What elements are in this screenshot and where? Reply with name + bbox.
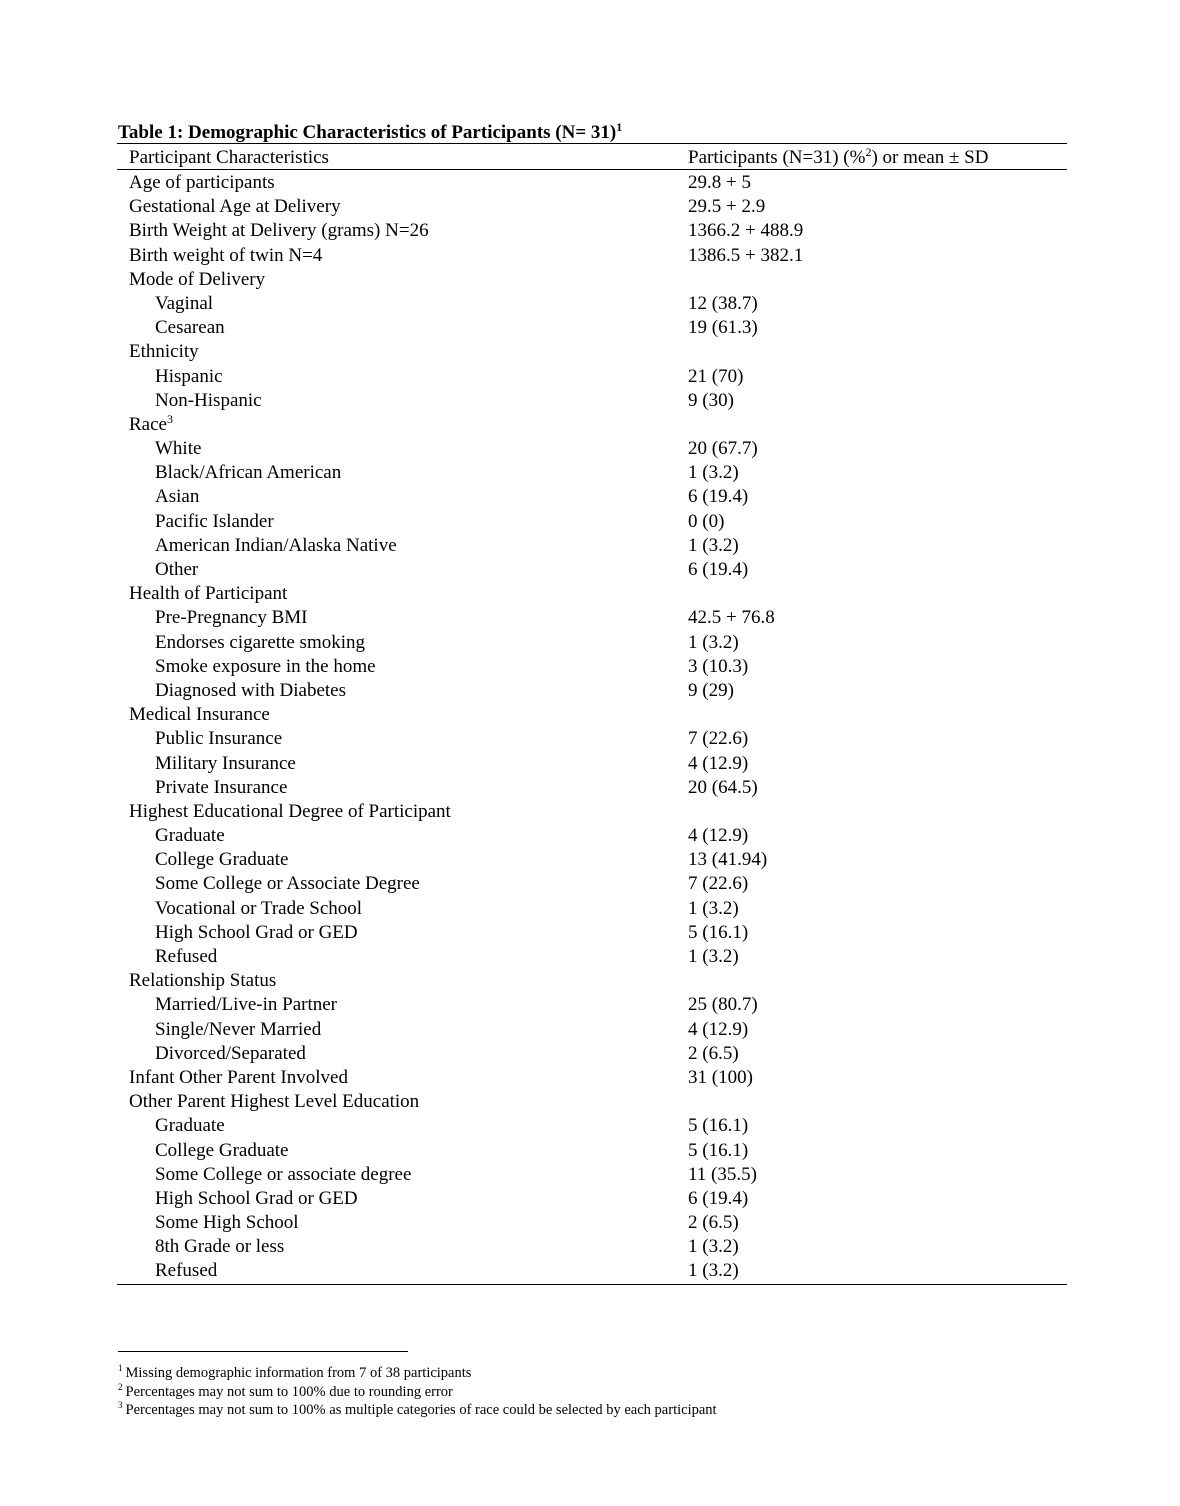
row-label-text: Cesarean — [155, 317, 225, 339]
footnote-2 — [118, 1383, 717, 1402]
row-value — [688, 969, 1066, 993]
row-sublabel — [118, 1163, 688, 1187]
table-row — [118, 437, 1066, 461]
column-header-participants — [688, 144, 1066, 171]
table-row — [118, 897, 1066, 921]
row-footnote-marker: 3 — [166, 411, 173, 426]
row-sublabel — [118, 437, 688, 461]
row-label-text: College Graduate — [155, 849, 289, 871]
table-row — [118, 679, 1066, 703]
row-label-text: Single/Never Married — [155, 1018, 322, 1040]
row-value: 1 (3.2) — [688, 897, 739, 919]
row-label-text: Non-Hispanic — [155, 389, 262, 411]
table-row — [118, 776, 1066, 800]
table-row — [118, 1114, 1066, 1138]
table-row — [118, 1066, 1066, 1090]
row-sublabel — [118, 848, 688, 872]
footnote-1 — [118, 1364, 717, 1383]
row-label-text: Race — [129, 413, 167, 435]
row-value: 6 (19.4) — [688, 559, 749, 580]
table-row — [118, 606, 1066, 630]
row-sublabel — [118, 631, 688, 655]
table-row — [118, 244, 1066, 268]
row-value: 9 (29) — [688, 679, 734, 701]
row-value: 4 (12.9) — [688, 752, 749, 774]
row-value: 3 (10.3) — [688, 655, 749, 677]
row-value: 19 (61.3) — [688, 317, 758, 339]
column-header-participants-post: ) or mean ± SD — [871, 147, 989, 168]
row-value: 1366.2 + 488.9 — [688, 220, 804, 242]
row-label — [118, 340, 688, 364]
row-label-text: High School Grad or GED — [155, 921, 358, 943]
row-value: 20 (64.5) — [688, 776, 758, 798]
row-label-text: Pre-Pregnancy BMI — [155, 607, 308, 629]
table-row — [118, 703, 1066, 727]
row-sublabel — [118, 872, 688, 896]
footnote-marker: 3 — [118, 1400, 123, 1410]
demographics-table-container — [118, 144, 1066, 1284]
row-label — [118, 219, 688, 243]
table-row — [118, 365, 1066, 389]
table-row — [118, 872, 1066, 896]
table-row — [118, 292, 1066, 316]
row-value: 7 (22.6) — [688, 728, 749, 750]
table-row — [118, 1042, 1066, 1066]
row-value — [688, 340, 1066, 364]
row-value — [688, 268, 1066, 292]
row-sublabel — [118, 1018, 688, 1042]
footnote-3 — [118, 1401, 717, 1420]
table-row — [118, 534, 1066, 558]
table-row — [118, 340, 1066, 364]
row-label-text: College Graduate — [155, 1139, 289, 1161]
row-value: 6 (19.4) — [688, 486, 749, 508]
table-title-footnote-marker: 1 — [616, 120, 623, 134]
row-label-text: Divorced/Separated — [155, 1042, 306, 1064]
row-label-text: Gestational Age at Delivery — [129, 196, 341, 218]
row-value — [688, 582, 1066, 606]
row-sublabel — [118, 606, 688, 630]
table-row — [118, 510, 1066, 534]
row-label-text: Vocational or Trade School — [155, 897, 363, 919]
footnote-text: Percentages may not sum to 100% due to rounding error — [125, 1383, 453, 1400]
row-value — [688, 800, 1066, 824]
row-label-text: Other Parent Highest Level Education — [129, 1091, 420, 1113]
row-value: 0 (0) — [688, 510, 725, 532]
row-sublabel — [118, 1259, 688, 1283]
row-label — [118, 800, 688, 824]
row-label — [118, 1090, 688, 1114]
table-row — [118, 848, 1066, 872]
row-label-text: Refused — [155, 946, 218, 967]
row-label — [118, 171, 688, 195]
table-row — [118, 1259, 1066, 1283]
footnote-marker: 1 — [118, 1363, 123, 1373]
row-value — [688, 1090, 1066, 1114]
row-label-text: Private Insurance — [155, 776, 288, 798]
row-sublabel — [118, 389, 688, 413]
row-value: 5 (16.1) — [688, 921, 749, 943]
row-value: 29.5 + 2.9 — [688, 196, 766, 218]
row-value: 5 (16.1) — [688, 1139, 749, 1161]
row-sublabel — [118, 292, 688, 316]
row-label-text: Some High School — [155, 1212, 299, 1234]
table-row — [118, 800, 1066, 824]
table-row — [118, 268, 1066, 292]
row-sublabel — [118, 727, 688, 751]
row-sublabel — [118, 1114, 688, 1138]
row-sublabel — [118, 510, 688, 534]
row-label-text: High School Grad or GED — [155, 1187, 358, 1209]
column-header-participants-pre: Participants (N=31) (% — [688, 147, 866, 168]
row-value: 1 (3.2) — [688, 631, 739, 653]
table-body — [118, 171, 1066, 1284]
row-value: 1 (3.2) — [688, 946, 739, 967]
row-value: 20 (67.7) — [688, 438, 758, 460]
table-bottom-rule — [117, 1284, 1067, 1285]
row-label — [118, 244, 688, 268]
row-value: 21 (70) — [688, 365, 744, 387]
row-label-text: Birth Weight at Delivery (grams) N=26 — [129, 220, 429, 242]
row-label-text: Married/Live-in Partner — [155, 994, 338, 1016]
row-value: 4 (12.9) — [688, 1018, 749, 1040]
row-sublabel — [118, 534, 688, 558]
table-row — [118, 582, 1066, 606]
table-row — [118, 389, 1066, 413]
row-sublabel — [118, 485, 688, 509]
row-label-text: Birth weight of twin N=4 — [129, 244, 323, 266]
row-value: 1386.5 + 382.1 — [688, 244, 804, 266]
row-sublabel — [118, 1235, 688, 1259]
row-label-text: Infant Other Parent Involved — [129, 1066, 348, 1088]
row-value: 42.5 + 76.8 — [688, 607, 775, 629]
row-sublabel — [118, 945, 688, 969]
row-value: 31 (100) — [688, 1066, 753, 1088]
row-value: 1 (3.2) — [688, 534, 739, 556]
row-sublabel — [118, 752, 688, 776]
table-row — [118, 1163, 1066, 1187]
table-row — [118, 727, 1066, 751]
row-value: 5 (16.1) — [688, 1115, 749, 1137]
row-sublabel — [118, 1139, 688, 1163]
row-label-text: Highest Educational Degree of Participant — [129, 800, 451, 822]
table-row — [118, 1139, 1066, 1163]
footnote-text: Missing demographic information from 7 of 38 participants — [125, 1365, 472, 1381]
footnotes — [118, 1364, 717, 1420]
footnote-marker: 2 — [118, 1381, 123, 1392]
row-sublabel — [118, 655, 688, 679]
table-row — [118, 752, 1066, 776]
row-sublabel — [118, 993, 688, 1017]
table-row — [118, 921, 1066, 945]
table-row — [118, 558, 1066, 582]
row-label-text: Medical Insurance — [129, 704, 270, 726]
table-row — [118, 171, 1066, 195]
row-label-text: Pacific Islander — [155, 510, 274, 532]
column-header-characteristics: Participant Characteristics — [129, 147, 329, 168]
row-sublabel — [118, 1187, 688, 1211]
column-header-footnote-marker: 2 — [865, 145, 872, 159]
row-label-text: Diagnosed with Diabetes — [155, 679, 347, 701]
row-sublabel — [118, 558, 688, 582]
table-row — [118, 824, 1066, 848]
demographics-table — [118, 144, 1066, 1284]
row-sublabel — [118, 824, 688, 848]
row-sublabel — [118, 316, 688, 340]
row-label-text: Some College or associate degree — [155, 1163, 412, 1185]
table-row — [118, 945, 1066, 969]
table-row — [118, 1090, 1066, 1114]
row-sublabel — [118, 897, 688, 921]
row-value: 9 (30) — [688, 389, 734, 411]
table-row — [118, 1235, 1066, 1259]
table-row — [118, 655, 1066, 679]
row-label-text: Graduate — [155, 825, 225, 847]
row-sublabel — [118, 1211, 688, 1235]
table-row — [118, 1187, 1066, 1211]
table-row — [118, 1211, 1066, 1235]
row-label — [118, 582, 688, 606]
row-value: 2 (6.5) — [688, 1212, 739, 1234]
row-label-text: Health of Participant — [129, 583, 288, 605]
row-sublabel — [118, 461, 688, 485]
row-value — [688, 703, 1066, 727]
row-value: 1 (3.2) — [688, 1260, 739, 1282]
table-row — [118, 631, 1066, 655]
row-value: 13 (41.94) — [688, 849, 768, 871]
row-value: 6 (19.4) — [688, 1187, 749, 1209]
row-label-text: Asian — [155, 486, 200, 508]
row-label — [118, 703, 688, 727]
row-label-text: Some College or Associate Degree — [155, 873, 420, 895]
row-label-text: White — [155, 438, 202, 460]
row-value: 4 (12.9) — [688, 825, 749, 847]
table-row — [118, 969, 1066, 993]
row-value: 25 (80.7) — [688, 994, 758, 1016]
row-label-text: Public Insurance — [155, 728, 283, 750]
row-label-text: Military Insurance — [155, 752, 296, 774]
table-row — [118, 461, 1066, 485]
row-value: 29.8 + 5 — [688, 172, 751, 193]
table-row — [118, 316, 1066, 340]
row-sublabel — [118, 679, 688, 703]
row-label — [118, 268, 688, 292]
table-row — [118, 195, 1066, 219]
row-label-text: Smoke exposure in the home — [155, 655, 376, 677]
row-value: 1 (3.2) — [688, 1236, 739, 1258]
table-header-row — [118, 144, 1066, 171]
row-sublabel — [118, 365, 688, 389]
table-row — [118, 1018, 1066, 1042]
row-label — [118, 195, 688, 219]
table-title — [118, 121, 622, 145]
row-label-text: Vaginal — [155, 292, 214, 314]
row-label-text: 8th Grade or less — [155, 1236, 285, 1258]
row-label — [118, 413, 688, 437]
table-row — [118, 413, 1066, 437]
footnote-separator — [118, 1351, 408, 1352]
row-value: 12 (38.7) — [688, 292, 758, 314]
row-label-text: American Indian/Alaska Native — [155, 534, 397, 556]
row-label — [118, 969, 688, 993]
row-value: 1 (3.2) — [688, 462, 739, 484]
row-sublabel — [118, 1042, 688, 1066]
row-label-text: Black/African American — [155, 462, 342, 484]
row-label-text: Graduate — [155, 1115, 225, 1137]
row-value: 11 (35.5) — [688, 1163, 757, 1185]
footnote-text: Percentages may not sum to 100% as multiple categories of race could be selected by each participant — [125, 1402, 717, 1418]
table-title-text: Table 1: Demographic Characteristics of Participants (N= 31) — [118, 122, 617, 143]
row-label-text: Ethnicity — [129, 341, 199, 363]
row-label-text: Age of participants — [129, 172, 275, 193]
table-row — [118, 485, 1066, 509]
row-value: 2 (6.5) — [688, 1042, 739, 1064]
row-label-text: Relationship Status — [129, 970, 277, 992]
row-label-text: Refused — [155, 1260, 218, 1282]
row-label-text: Endorses cigarette smoking — [155, 631, 366, 653]
row-value — [688, 413, 1066, 437]
row-sublabel — [118, 776, 688, 800]
row-sublabel — [118, 921, 688, 945]
row-label-text: Hispanic — [155, 365, 223, 387]
row-label-text: Mode of Delivery — [129, 268, 266, 290]
table-row — [118, 219, 1066, 243]
table-row — [118, 993, 1066, 1017]
row-label-text: Other — [155, 559, 199, 580]
row-value: 7 (22.6) — [688, 873, 749, 895]
row-label — [118, 1066, 688, 1090]
